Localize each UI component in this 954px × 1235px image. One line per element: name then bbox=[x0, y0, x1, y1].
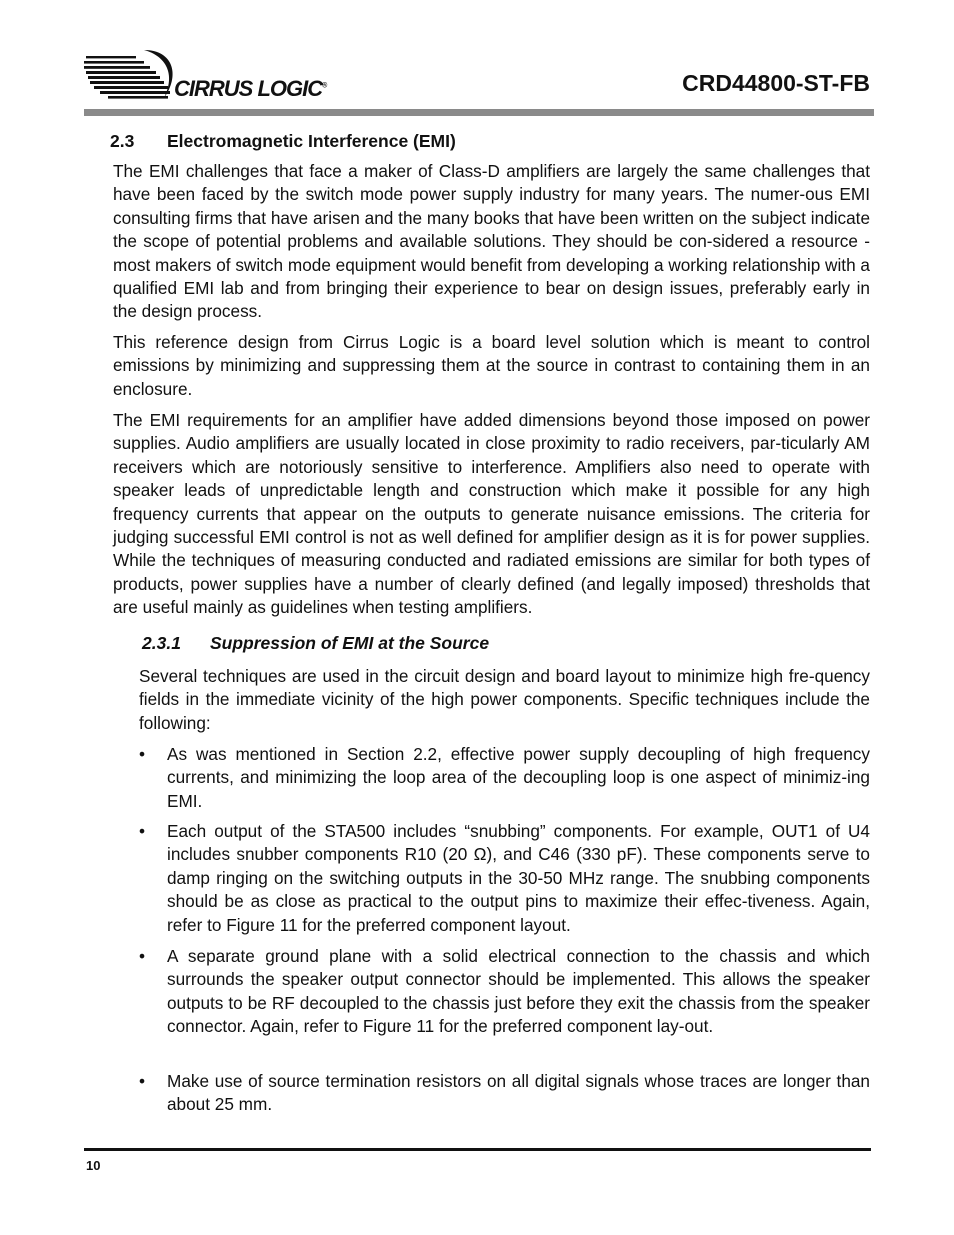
bullet-icon: • bbox=[139, 946, 146, 966]
paragraph-1: The EMI challenges that face a maker of Class-D amplifiers are largely the same challenges that have been faced by the switch mode power supply industry for many years. The numer-ous EMI consulting firms that have arisen and the many books that have been written on the subject indicate the scope of potential problems and available solutions. They should be con-sidered a resource - most makers of switch mode equipment would benefit from developing a working relationship with a qualified EMI lab and from bringing their experience to bear on design issues, preferably early in the design process. bbox=[113, 161, 870, 322]
list-item-text: Each output of the STA500 includes “snubbing” components. For example, OUT1 of U4 includes snubber components R10 (20 Ω), and C46 (330 pF). These components serve to damp ringing on the switching outputs in the 30-50 MHz range. The snubbing components should be as close as practical to the output pins to maximize their effec-tiveness. Again, refer to Figure 11 for the preferred component layout. bbox=[167, 821, 870, 935]
list-item-text: A separate ground plane with a solid electrical connection to the chassis and which surrounds the speaker output connector should be implemented. This allows the speaker outputs to be RF decoupled to the chassis just before they exit the chassis from the speaker connector. Again, refer to Figure 11 for the preferred component lay-out. bbox=[167, 946, 870, 1037]
section-title: Electromagnetic Interference (EMI) bbox=[167, 131, 456, 151]
document-id: CRD44800-ST-FB bbox=[682, 70, 870, 96]
header-divider bbox=[84, 109, 874, 116]
section-heading bbox=[110, 131, 456, 152]
list-item-text: As was mentioned in Section 2.2, effective power supply decoupling of high frequency currents, and minimizing the loop area of the decoupling loop is one aspect of minimiz-ing EMI. bbox=[167, 744, 870, 811]
bullet-icon: • bbox=[139, 744, 146, 764]
list-item bbox=[139, 743, 870, 813]
section-number: 2.3 bbox=[110, 131, 135, 151]
subsection-intro: Several techniques are used in the circuit design and board layout to minimize high fre-quency fields in the immediate vicinity of the high power components. Specific techniques include the following: bbox=[139, 666, 870, 733]
footer-divider bbox=[84, 1148, 871, 1151]
subsection-title: Suppression of EMI at the Source bbox=[210, 633, 490, 653]
list-item-text: Make use of source termination resistors on all digital signals whose traces are longer than about 25 mm. bbox=[167, 1071, 870, 1115]
logo-wordmark: CIRRUS LOGIC® bbox=[174, 76, 327, 101]
paragraph-2: This reference design from Cirrus Logic is a board level solution which is meant to control emissions by minimizing and suppressing them at the source in contrast to containing them in an enclosure. bbox=[113, 332, 870, 399]
cirrus-logic-logo bbox=[84, 46, 344, 106]
list-item bbox=[139, 820, 870, 937]
page-number: 10 bbox=[86, 1158, 101, 1173]
subsection-number: 2.3.1 bbox=[142, 633, 181, 653]
logo-swoosh-icon bbox=[84, 46, 184, 106]
bullet-icon: • bbox=[139, 821, 146, 841]
bullet-icon: • bbox=[139, 1071, 146, 1091]
page-header bbox=[84, 44, 874, 110]
list-item bbox=[139, 1070, 870, 1117]
paragraph-3: The EMI requirements for an amplifier have added dimensions beyond those imposed on power supplies. Audio amplifiers are usually located in close proximity to radio receivers, par-ticularly AM receivers which are notoriously sensitive to interference. Amplifiers also need to operate with speaker leads of unpredictable length and construction which make it possible for any high frequency currents that appear on the outputs to generate nuisance emissions. The criteria for judging successful EMI control is not as well defined for amplifier design as it is for power supplies. While the techniques of measuring conducted and radiated emissions are similar for both types of products, power supplies have a number of clearly defined (and legally imposed) thresholds that are useful mainly as guidelines when testing amplifiers. bbox=[113, 410, 870, 618]
list-item bbox=[139, 945, 870, 1039]
subsection-heading bbox=[142, 633, 489, 654]
